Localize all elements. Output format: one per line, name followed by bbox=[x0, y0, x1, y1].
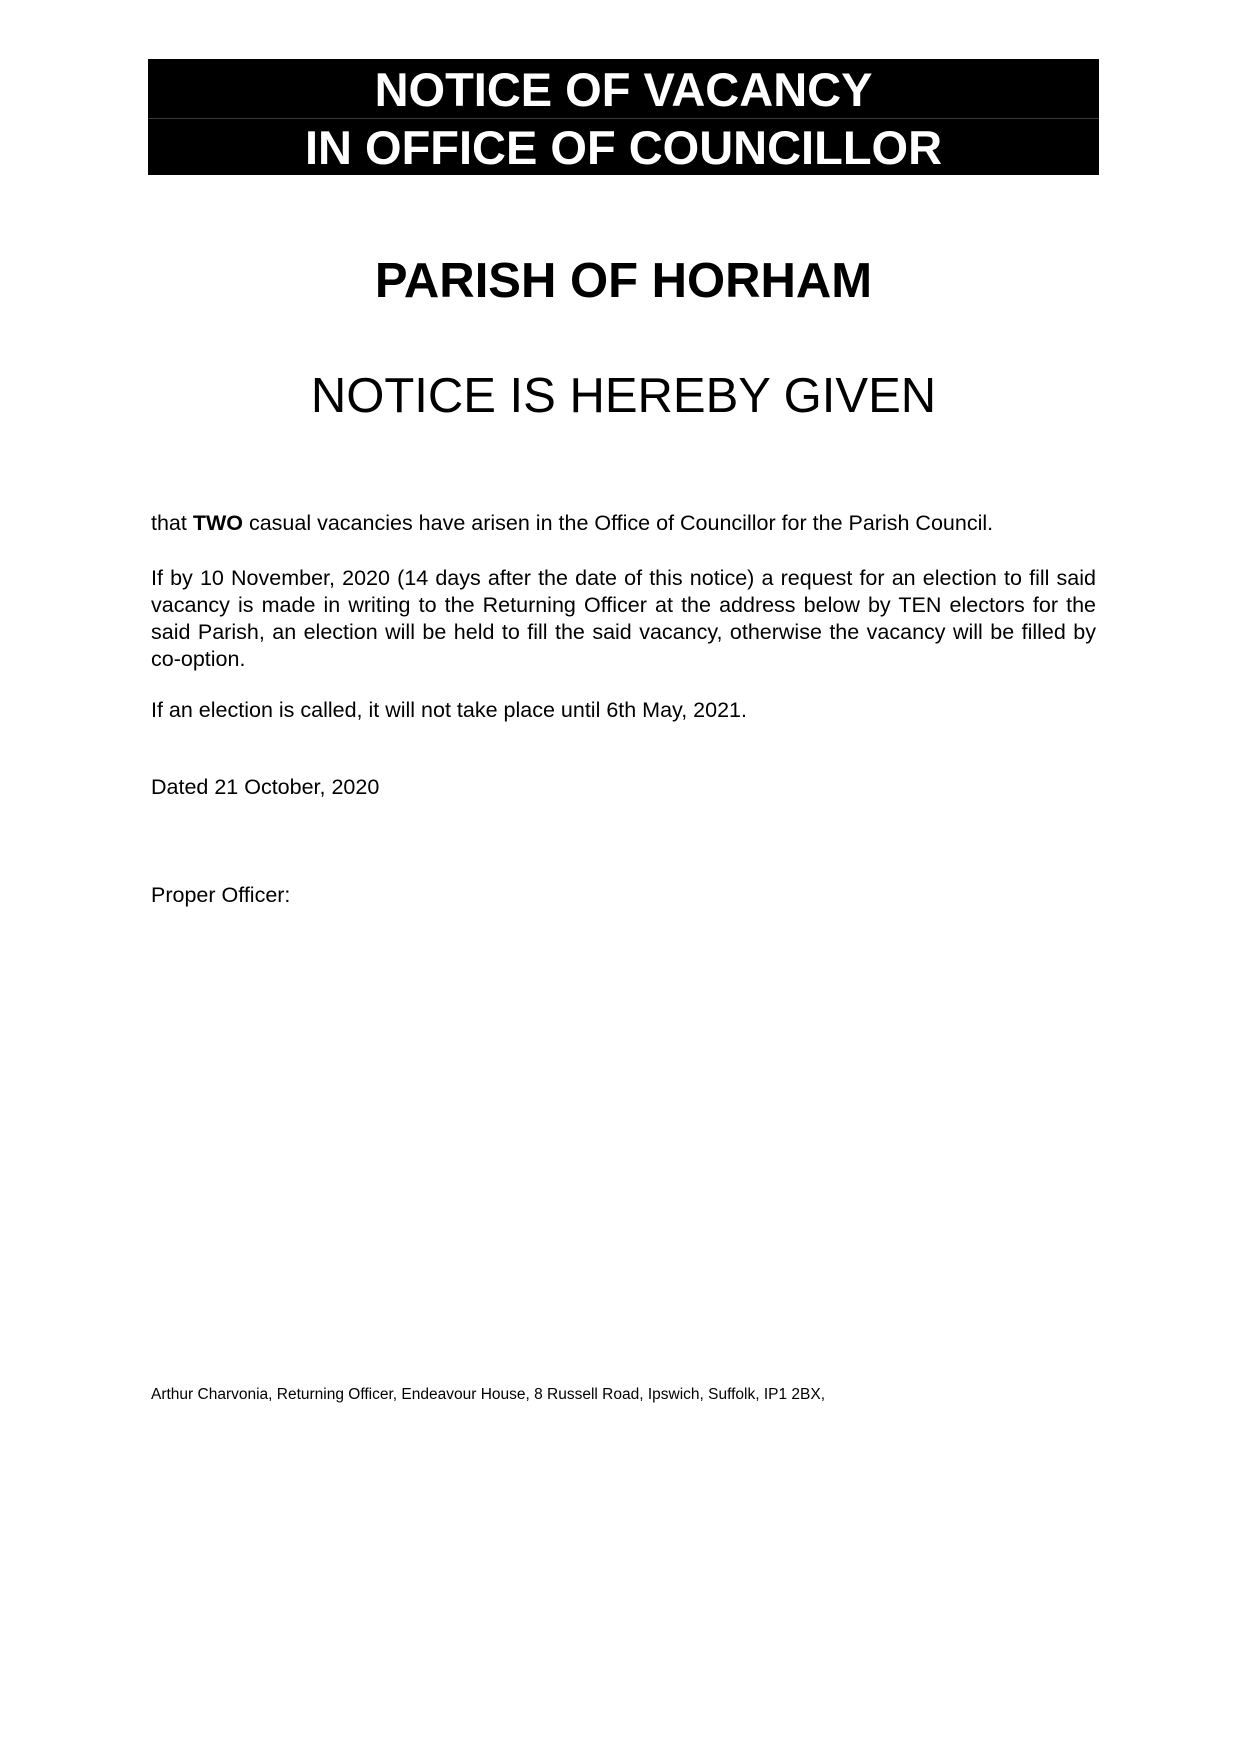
notice-heading: NOTICE IS HEREBY GIVEN bbox=[310, 369, 937, 423]
header-banner bbox=[148, 59, 1099, 175]
vacancy-text-start: that bbox=[151, 511, 193, 535]
parish-title: PARISH OF HORHAM bbox=[374, 254, 873, 308]
election-date-paragraph: If an election is called, it will not take place until 6th May, 2021. bbox=[151, 698, 747, 722]
dated-line: Dated 21 October, 2020 bbox=[151, 775, 380, 799]
header-line-2: IN OFFICE OF COUNCILLOR bbox=[304, 121, 943, 174]
election-request-paragraph: If by 10 November, 2020 (14 days after the date of this notice) a request for an election to fill said vacancy is made in writing to the Returning Officer at the address below by TEN electors for the said Parish, an election will be held to fill the said vacancy, otherwise the vacancy will be filled by co-option. bbox=[151, 566, 1096, 671]
proper-officer-label: Proper Officer: bbox=[151, 883, 291, 907]
vacancy-count: TWO bbox=[192, 511, 243, 535]
vacancy-text-end: casual vacancies have arisen in the Office of Councillor for the Parish Council. bbox=[243, 511, 994, 535]
vacancy-paragraph bbox=[151, 510, 1096, 537]
header-line-1: NOTICE OF VACANCY bbox=[374, 63, 873, 116]
returning-officer-address: Arthur Charvonia, Returning Officer, Endeavour House, 8 Russell Road, Ipswich, Suffolk, IP1 2BX, bbox=[151, 1386, 826, 1403]
